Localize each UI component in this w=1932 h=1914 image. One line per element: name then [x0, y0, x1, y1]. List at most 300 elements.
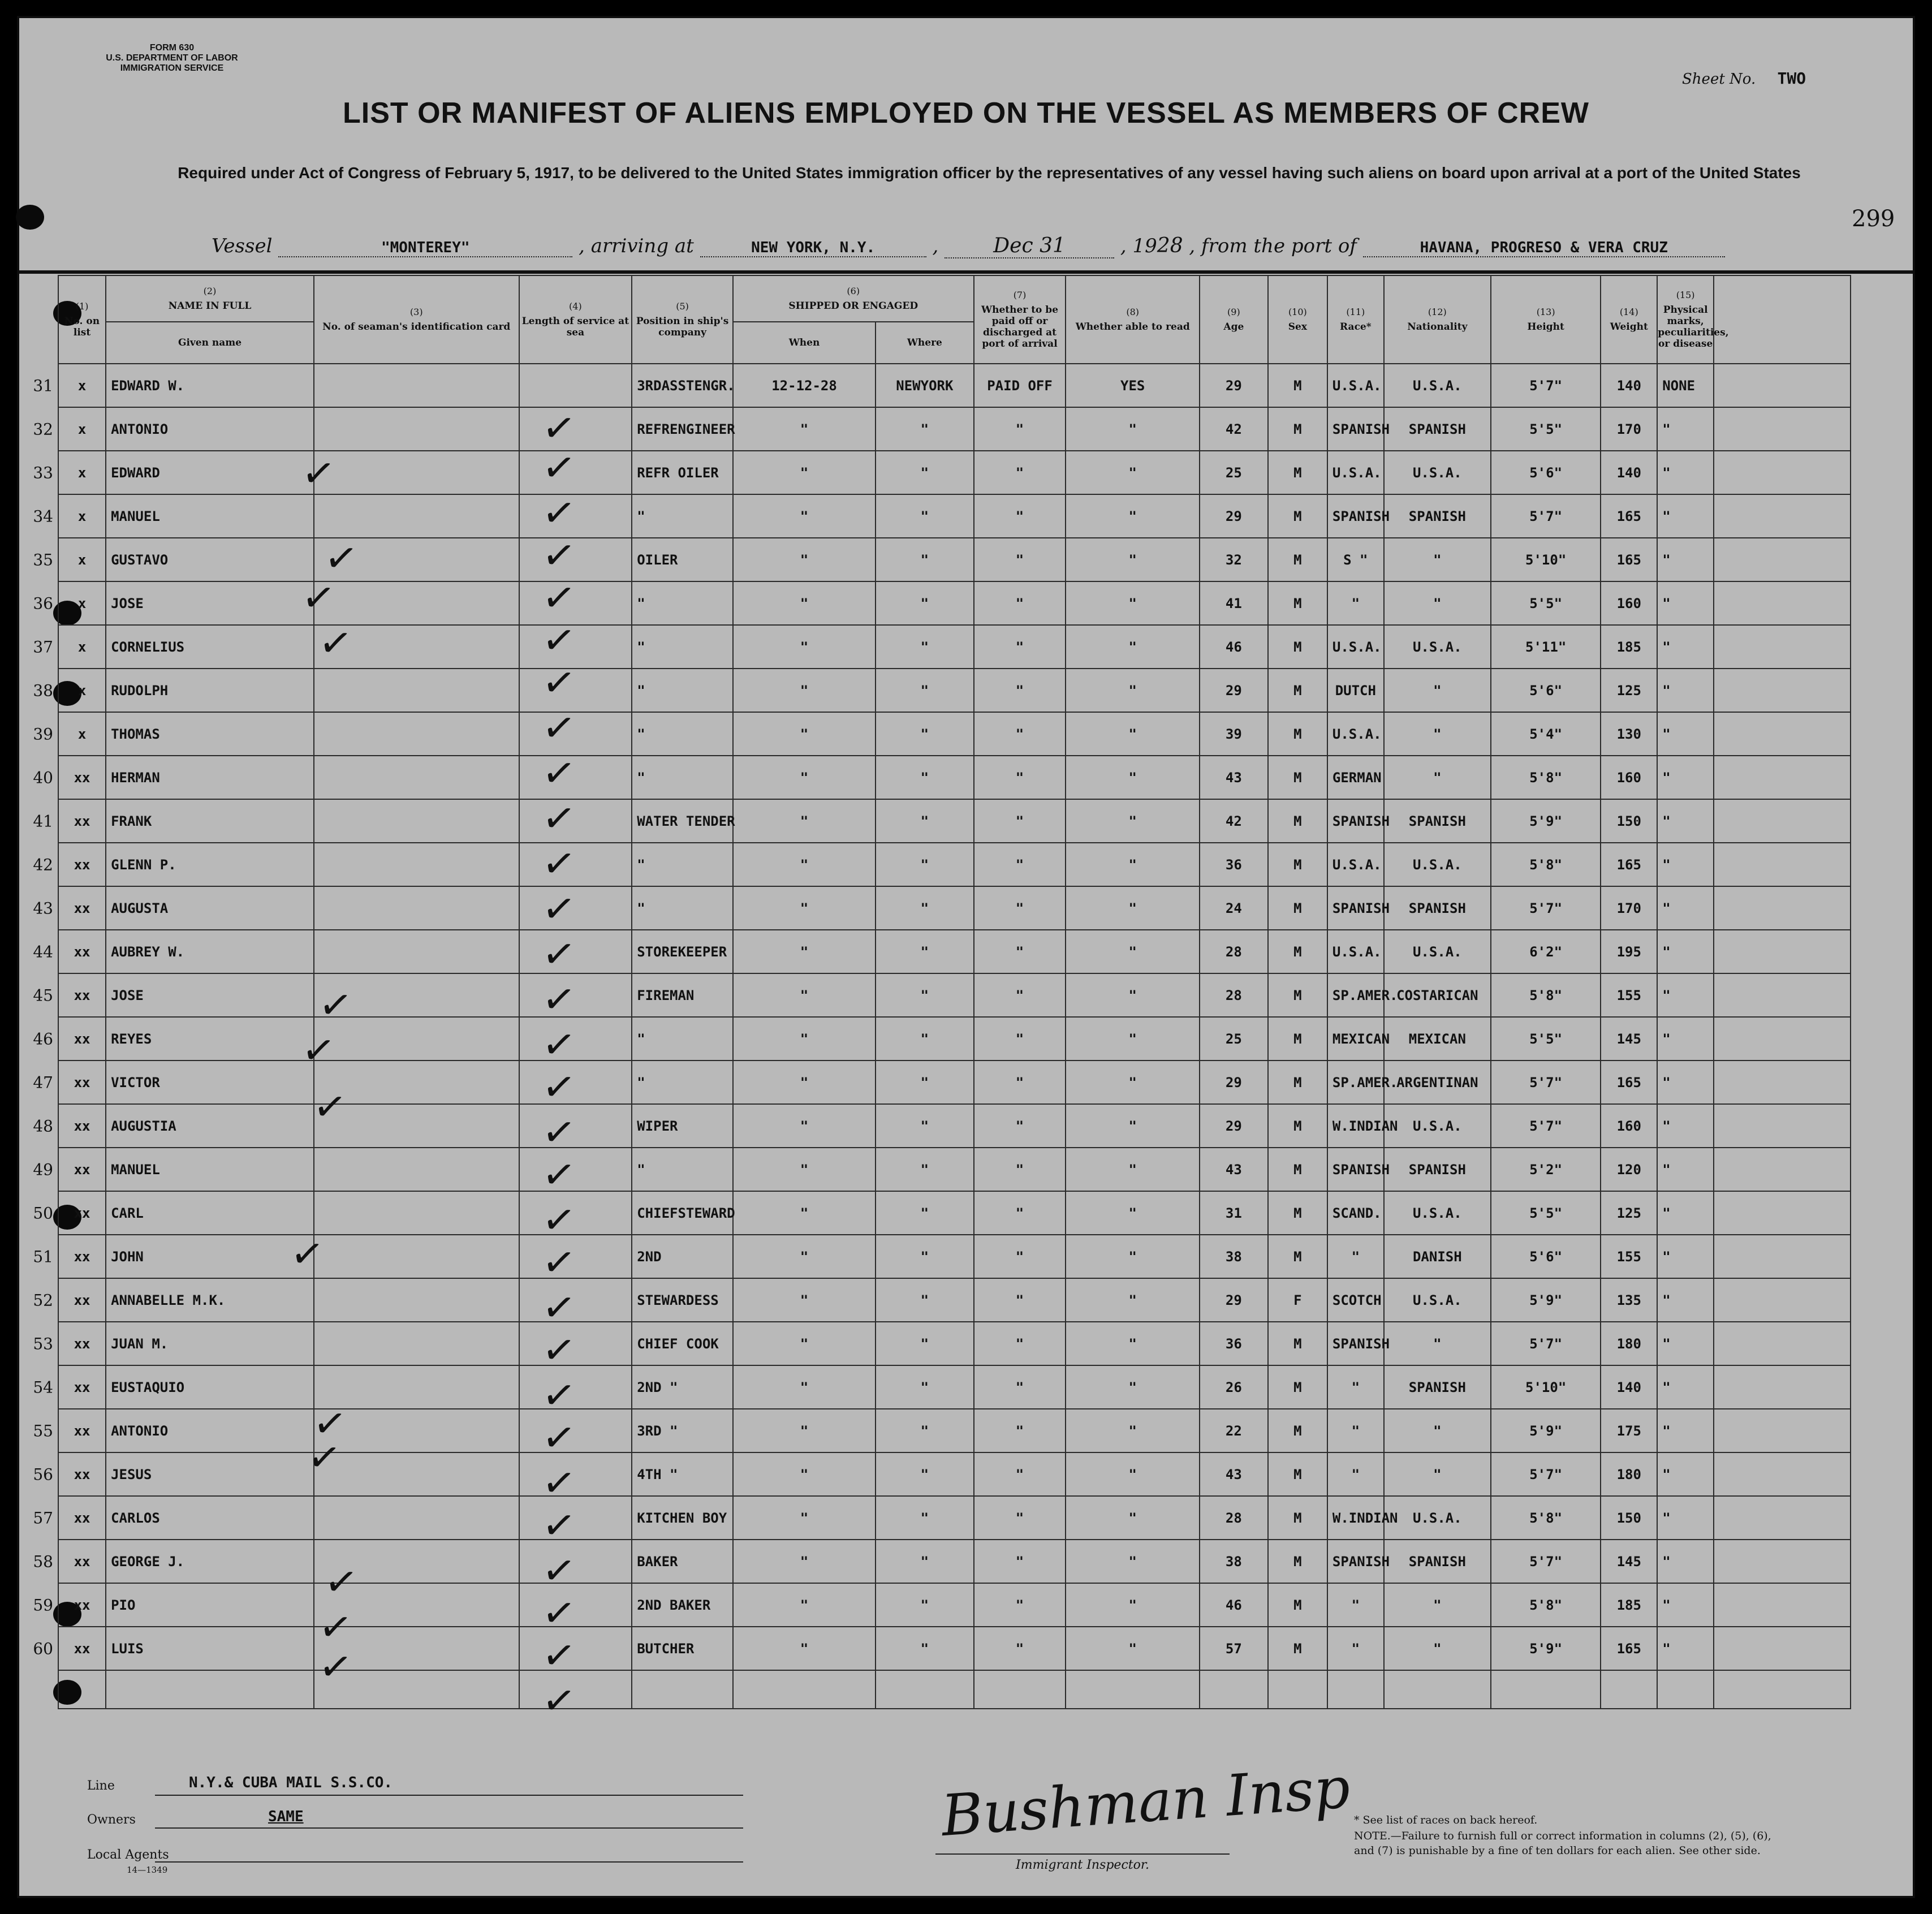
manifest-sheet [17, 16, 1915, 1898]
nationality: SPANISH [1384, 1148, 1491, 1191]
id-card-cell [314, 1235, 519, 1278]
position: " [632, 625, 733, 669]
nationality: " [1384, 1322, 1491, 1365]
age: 38 [1200, 1235, 1268, 1278]
height: 5'10" [1491, 538, 1601, 581]
line-number: 42 [33, 855, 53, 874]
physical-marks: " [1657, 712, 1714, 756]
nationality: SPANISH [1384, 1365, 1491, 1409]
extra-cell [1714, 1104, 1851, 1148]
table-row [58, 494, 1898, 538]
list-number: 44 xx [58, 930, 106, 973]
able-to-read: " [1066, 1365, 1199, 1409]
nationality: U.S.A. [1384, 625, 1491, 669]
sex: M [1268, 625, 1327, 669]
age: 43 [1200, 1452, 1268, 1496]
weight: 150 [1601, 1496, 1657, 1540]
sheet-number [1682, 69, 1806, 88]
shipped-where: " [876, 1583, 973, 1627]
able-to-read: " [1066, 843, 1199, 886]
shipped-where: " [876, 1540, 973, 1583]
age: 28 [1200, 1496, 1268, 1540]
check-mark-icon: ✓ [539, 1458, 579, 1508]
shipped-where: " [876, 799, 973, 843]
paid-off: " [974, 494, 1066, 538]
check-mark-icon: ✓ [539, 1675, 579, 1726]
height: 5'8" [1491, 973, 1601, 1017]
shipped-when: " [733, 451, 876, 494]
race: SP.AMER. [1327, 1061, 1384, 1104]
extra-cell [1714, 1278, 1851, 1322]
line-number: 58 [33, 1552, 53, 1571]
line-number: 31 [33, 376, 53, 395]
sex: M [1268, 1452, 1327, 1496]
list-number: 41 xx [58, 799, 106, 843]
check-mark-icon: ✓ [539, 1107, 579, 1158]
list-number: 40 xx [58, 756, 106, 799]
weight: 155 [1601, 973, 1657, 1017]
age: 41 [1200, 581, 1268, 625]
id-card-cell [314, 451, 519, 494]
age: 29 [1200, 1278, 1268, 1322]
races-note: * See list of races on back hereof. [1354, 1814, 1538, 1826]
service-cell [519, 364, 632, 407]
physical-marks: " [1657, 1583, 1714, 1627]
given-name: JOSE [106, 973, 314, 1017]
height: 5'7" [1491, 494, 1601, 538]
table-row [58, 799, 1898, 843]
physical-marks: " [1657, 581, 1714, 625]
col-header-nationality: (12) Nationality [1384, 275, 1491, 364]
sex: M [1268, 1322, 1327, 1365]
paid-off: " [974, 451, 1066, 494]
shipped-where: " [876, 1278, 973, 1322]
extra-cell [1714, 581, 1851, 625]
shipped-where: " [876, 1365, 973, 1409]
age: 42 [1200, 799, 1268, 843]
id-card-cell [314, 1148, 519, 1191]
paid-off: " [974, 843, 1066, 886]
paid-off: " [974, 886, 1066, 930]
check-mark-icon: ✓ [539, 1370, 579, 1421]
weight: 145 [1601, 1540, 1657, 1583]
shipped-when: " [733, 1540, 876, 1583]
list-number: 51 xx [58, 1235, 106, 1278]
physical-marks: " [1657, 886, 1714, 930]
paid-off: " [974, 756, 1066, 799]
physical-marks: NONE [1657, 364, 1714, 407]
nationality: U.S.A. [1384, 1104, 1491, 1148]
nationality: U.S.A. [1384, 1278, 1491, 1322]
paid-off: " [974, 625, 1066, 669]
table-row [58, 1496, 1898, 1540]
position: " [632, 843, 733, 886]
line-number: 48 [33, 1116, 53, 1135]
id-card-cell [314, 1452, 519, 1496]
shipped-where: " [876, 625, 973, 669]
age: 31 [1200, 1191, 1268, 1235]
list-number: 34 x [58, 494, 106, 538]
shipped-where: " [876, 494, 973, 538]
given-name: RUDOLPH [106, 669, 314, 712]
shipped-when: " [733, 1365, 876, 1409]
check-mark-icon: ✓ [539, 1282, 579, 1333]
from-port-label: , from the port of [1189, 235, 1357, 257]
list-number: 43 xx [58, 886, 106, 930]
race: U.S.A. [1327, 451, 1384, 494]
given-name: CARLOS [106, 1496, 314, 1540]
check-mark-icon: ✓ [539, 1630, 579, 1681]
table-row [58, 407, 1898, 451]
list-number: 48 xx [58, 1104, 106, 1148]
physical-marks: " [1657, 1191, 1714, 1235]
extra-cell [1714, 1496, 1851, 1540]
race: U.S.A. [1327, 364, 1384, 407]
nationality: U.S.A. [1384, 930, 1491, 973]
col-header-age: (9) Age [1200, 275, 1268, 364]
position: " [632, 886, 733, 930]
paid-off: " [974, 1583, 1066, 1627]
physical-marks: " [1657, 1278, 1714, 1322]
race: SPANISH [1327, 1148, 1384, 1191]
shipped-where: " [876, 930, 973, 973]
shipped-where: " [876, 712, 973, 756]
race: W.INDIAN [1327, 1104, 1384, 1148]
able-to-read: YES [1066, 364, 1199, 407]
nationality: SPANISH [1384, 407, 1491, 451]
height: 5'8" [1491, 756, 1601, 799]
id-card-cell [314, 494, 519, 538]
line-number: 56 [33, 1465, 53, 1484]
age: 57 [1200, 1627, 1268, 1670]
race: " [1327, 1365, 1384, 1409]
height: 5'8" [1491, 1496, 1601, 1540]
position: " [632, 712, 733, 756]
age: 28 [1200, 930, 1268, 973]
nationality: " [1384, 538, 1491, 581]
paid-off: " [974, 1540, 1066, 1583]
physical-marks: " [1657, 1235, 1714, 1278]
given-name: FRANK [106, 799, 314, 843]
height: 5'9" [1491, 799, 1601, 843]
line-number: 40 [33, 768, 53, 787]
line-number: 43 [33, 899, 53, 917]
height: 5'6" [1491, 1235, 1601, 1278]
weight: 160 [1601, 581, 1657, 625]
id-card-cell [314, 1191, 519, 1235]
list-number: 52 xx [58, 1278, 106, 1322]
line-number: 57 [33, 1508, 53, 1527]
position: REFRENGINEER [632, 407, 733, 451]
list-number: 38 x [58, 669, 106, 712]
list-number: 54 xx [58, 1365, 106, 1409]
shipped-when: " [733, 1322, 876, 1365]
line-value: N.Y.& CUBA MAIL S.S.CO. [189, 1774, 393, 1791]
list-number: 31 x [58, 364, 106, 407]
table-row [58, 712, 1898, 756]
race: MEXICAN [1327, 1017, 1384, 1061]
shipped-when: " [733, 1409, 876, 1452]
vessel-name: "MONTEREY" [278, 239, 572, 257]
weight: 170 [1601, 407, 1657, 451]
age: 39 [1200, 712, 1268, 756]
height: 5'7" [1491, 364, 1601, 407]
list-number: 36 x [58, 581, 106, 625]
given-name: PIO [106, 1583, 314, 1627]
paid-off: " [974, 1191, 1066, 1235]
given-name: EDWARD [106, 451, 314, 494]
weight: 135 [1601, 1278, 1657, 1322]
position: " [632, 581, 733, 625]
extra-cell [1714, 1540, 1851, 1583]
position: WIPER [632, 1104, 733, 1148]
agents-rule [155, 1861, 743, 1863]
position: BAKER [632, 1540, 733, 1583]
height: 5'8" [1491, 843, 1601, 886]
sex: M [1268, 1191, 1327, 1235]
paid-off: " [974, 1235, 1066, 1278]
col-header-no: (1) No. on list [58, 275, 106, 364]
vessel-label: Vessel [212, 235, 273, 257]
physical-marks: " [1657, 843, 1714, 886]
shipped-where: " [876, 843, 973, 886]
height: 5'9" [1491, 1627, 1601, 1670]
race: SPANISH [1327, 1540, 1384, 1583]
paid-off: " [974, 1627, 1066, 1670]
id-card-cell [314, 1278, 519, 1322]
shipped-when: " [733, 1496, 876, 1540]
race: SPANISH [1327, 407, 1384, 451]
able-to-read: " [1066, 451, 1199, 494]
able-to-read: " [1066, 799, 1199, 843]
extra-cell [1714, 1322, 1851, 1365]
weight: 125 [1601, 669, 1657, 712]
race: " [1327, 1409, 1384, 1452]
weight: 195 [1601, 930, 1657, 973]
check-mark-icon: ✓ [299, 448, 339, 499]
page-title: LIST OR MANIFEST OF ALIENS EMPLOYED ON THE VESSEL AS MEMBERS OF CREW [343, 97, 1589, 130]
line-number: 59 [33, 1596, 53, 1614]
shipped-when: " [733, 712, 876, 756]
position: CHIEFSTEWARD [632, 1191, 733, 1235]
nationality: ARGENTINAN [1384, 1061, 1491, 1104]
height: 5'7" [1491, 1540, 1601, 1583]
age: 26 [1200, 1365, 1268, 1409]
nationality: U.S.A. [1384, 1496, 1491, 1540]
table-row [58, 756, 1898, 799]
shipped-when: 12-12-28 [733, 364, 876, 407]
able-to-read: " [1066, 1191, 1199, 1235]
given-name: AUGUSTA [106, 886, 314, 930]
sex: M [1268, 1148, 1327, 1191]
inspector-label: Immigrant Inspector. [935, 1853, 1230, 1872]
position: FIREMAN [632, 973, 733, 1017]
col-header-id-card: (3) No. of seaman's identification card [314, 275, 519, 364]
check-mark-icon: ✓ [539, 929, 579, 980]
able-to-read: " [1066, 1627, 1199, 1670]
paid-off: " [974, 581, 1066, 625]
line-number: 44 [33, 942, 53, 961]
nationality: " [1384, 756, 1491, 799]
table-row [58, 364, 1898, 407]
check-mark-icon: ✓ [310, 1081, 350, 1132]
vessel-info-line: Vessel "MONTEREY" , arriving at NEW YORK, N.Y. , Dec 31 , 1928 , from the port of HAVANA, PROGRESO & VERA CRUZ [212, 234, 1852, 258]
nationality: U.S.A. [1384, 364, 1491, 407]
given-name: HERMAN [106, 756, 314, 799]
weight: 170 [1601, 886, 1657, 930]
paid-off: PAID OFF [974, 364, 1066, 407]
physical-marks: " [1657, 756, 1714, 799]
check-mark-icon: ✓ [539, 403, 579, 454]
nationality: DANISH [1384, 1235, 1491, 1278]
able-to-read: " [1066, 1322, 1199, 1365]
col-header-paid-off: (7) Whether to be paid off or discharged at port of arrival [974, 275, 1066, 364]
able-to-read: " [1066, 930, 1199, 973]
age: 22 [1200, 1409, 1268, 1452]
physical-marks: " [1657, 930, 1714, 973]
age: 46 [1200, 1583, 1268, 1627]
sex: M [1268, 1017, 1327, 1061]
check-mark-icon: ✓ [539, 883, 579, 934]
form-identifier [87, 43, 257, 74]
list-number: 45 xx [58, 973, 106, 1017]
paid-off: " [974, 1409, 1066, 1452]
table-row [58, 1191, 1898, 1235]
age: 38 [1200, 1540, 1268, 1583]
nationality: SPANISH [1384, 886, 1491, 930]
check-mark-icon: ✓ [539, 1500, 579, 1551]
race: SPANISH [1327, 886, 1384, 930]
nationality: SPANISH [1384, 494, 1491, 538]
line-number: 36 [33, 594, 53, 613]
line-number: 41 [33, 812, 53, 830]
weight: 180 [1601, 1452, 1657, 1496]
shipped-where: " [876, 1061, 973, 1104]
shipped-where: " [876, 756, 973, 799]
height: 5'2" [1491, 1148, 1601, 1191]
age: 24 [1200, 886, 1268, 930]
shipped-when: " [733, 799, 876, 843]
race: GERMAN [1327, 756, 1384, 799]
age: 36 [1200, 843, 1268, 886]
race: U.S.A. [1327, 843, 1384, 886]
shipped-when: " [733, 407, 876, 451]
race: " [1327, 581, 1384, 625]
shipped-when: " [733, 1627, 876, 1670]
race: " [1327, 1452, 1384, 1496]
col-header-marks: (15) Physical marks, peculiarities, or disease [1657, 275, 1714, 364]
penalty-note: NOTE.—Failure to furnish full or correct information in columns (2), (5), (6), and (7) is punishable by a fine of ten dollars for each alien. See other side. [1354, 1830, 1771, 1857]
position: WATER TENDER [632, 799, 733, 843]
table-row [58, 843, 1898, 886]
position: " [632, 494, 733, 538]
position: " [632, 669, 733, 712]
extra-cell [1714, 538, 1851, 581]
col-header-sex: (10) Sex [1268, 275, 1327, 364]
table-row [58, 1235, 1898, 1278]
shipped-when: " [733, 1452, 876, 1496]
shipped-where: " [876, 973, 973, 1017]
extra-cell [1714, 799, 1851, 843]
nationality: U.S.A. [1384, 451, 1491, 494]
able-to-read: " [1066, 581, 1199, 625]
paid-off: " [974, 669, 1066, 712]
shipped-when: " [733, 1278, 876, 1322]
table-row [58, 930, 1898, 973]
extra-cell [1714, 1583, 1851, 1627]
weight: 185 [1601, 625, 1657, 669]
able-to-read: " [1066, 1235, 1199, 1278]
race: " [1327, 1583, 1384, 1627]
check-mark-icon: ✓ [539, 1545, 579, 1596]
sex: F [1268, 1278, 1327, 1322]
sheet-number-label: Sheet No. [1682, 71, 1756, 88]
physical-marks: " [1657, 1452, 1714, 1496]
check-mark-icon: ✓ [539, 657, 579, 708]
extra-cell [1714, 886, 1851, 930]
paid-off: " [974, 712, 1066, 756]
paid-off: " [974, 1322, 1066, 1365]
shipped-when: " [733, 1061, 876, 1104]
sex: M [1268, 973, 1327, 1017]
shipped-when: " [733, 581, 876, 625]
id-card-cell [314, 843, 519, 886]
weight: 150 [1601, 799, 1657, 843]
race: SCAND. [1327, 1191, 1384, 1235]
sex: M [1268, 930, 1327, 973]
nationality: " [1384, 1409, 1491, 1452]
line-number: 52 [33, 1291, 53, 1309]
nationality: " [1384, 581, 1491, 625]
weight: 165 [1601, 843, 1657, 886]
list-number: 42 xx [58, 843, 106, 886]
check-mark-icon: ✓ [539, 530, 579, 581]
physical-marks: " [1657, 1148, 1714, 1191]
form-number: FORM 630 [149, 43, 195, 53]
list-number: 47 xx [58, 1061, 106, 1104]
line-label: Line [87, 1779, 115, 1793]
line-number: 33 [33, 463, 53, 482]
shipped-where: " [876, 1191, 973, 1235]
height: 5'7" [1491, 1061, 1601, 1104]
physical-marks: " [1657, 625, 1714, 669]
physical-marks: " [1657, 451, 1714, 494]
physical-marks: " [1657, 407, 1714, 451]
age: 25 [1200, 451, 1268, 494]
check-mark-icon: ✓ [539, 1325, 579, 1376]
year-prefix: , 19 [1120, 235, 1157, 257]
paid-off: " [974, 799, 1066, 843]
weight: 140 [1601, 451, 1657, 494]
line-number: 39 [33, 725, 53, 743]
sex: M [1268, 886, 1327, 930]
sex: M [1268, 538, 1327, 581]
id-card-cell [314, 930, 519, 973]
weight: 125 [1601, 1191, 1657, 1235]
physical-marks: " [1657, 1627, 1714, 1670]
extra-cell [1714, 930, 1851, 973]
sex: M [1268, 1061, 1327, 1104]
height: 5'5" [1491, 1017, 1601, 1061]
col-header-shipped: (6) SHIPPED OR ENGAGED [733, 275, 974, 322]
given-name: ANNABELLE M.K. [106, 1278, 314, 1322]
check-mark-icon: ✓ [539, 838, 579, 889]
extra-cell [1714, 1148, 1851, 1191]
extra-cell [1714, 1191, 1851, 1235]
height: 5'10" [1491, 1365, 1601, 1409]
arriving-label: , arriving at [579, 235, 694, 257]
shipped-where: " [876, 451, 973, 494]
